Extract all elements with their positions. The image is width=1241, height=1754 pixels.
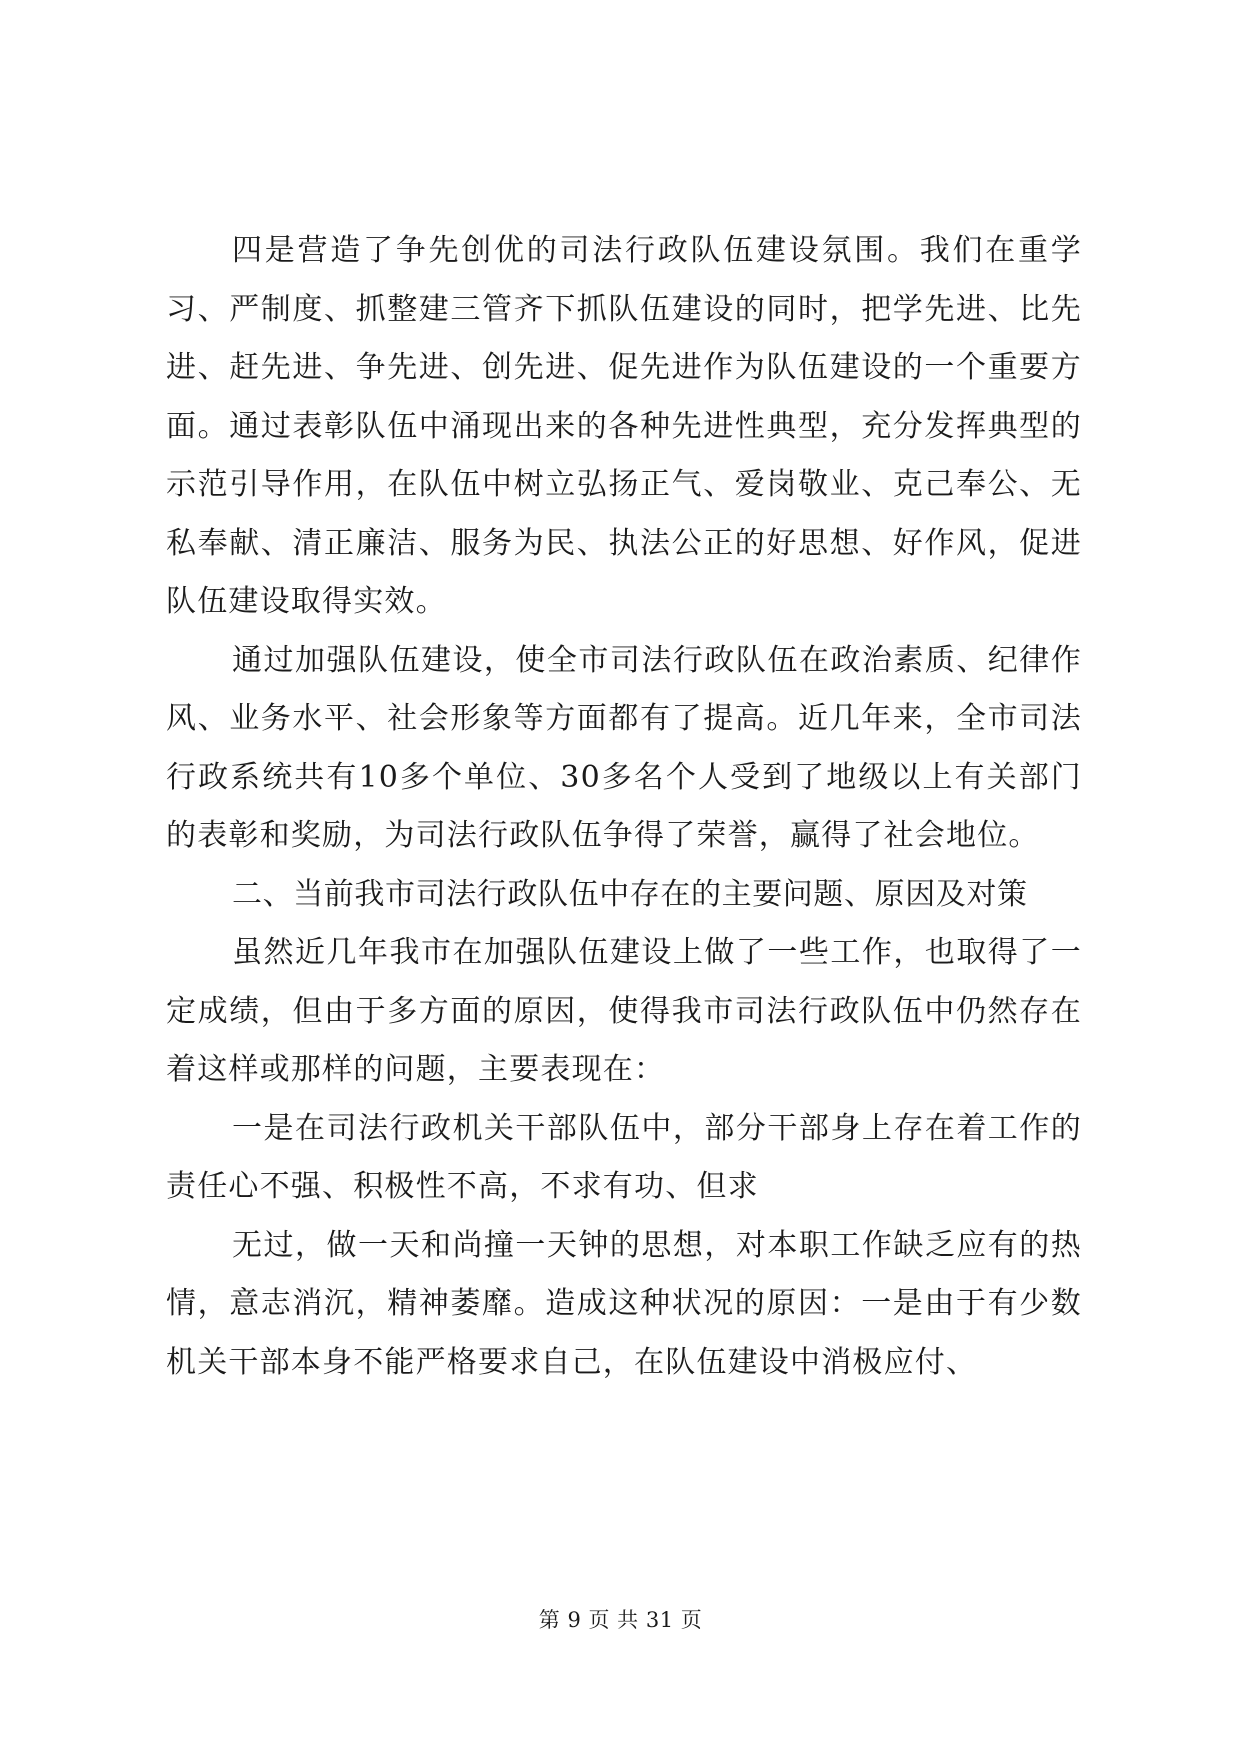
section-heading-problems: 二、当前我市司法行政队伍中存在的主要问题、原因及对策: [232, 876, 1028, 912]
paragraph-problem-one-continued: 无过，做一天和尚撞一天钟的思想，对本职工作缺乏应有的热情，意志消沉，精神萎靡。造成这种状况的原因：一是由于有少数机关干部本身不能严格要求自己，在队伍建设中消极应付、: [166, 1227, 1082, 1380]
paragraph-problems-intro: 虽然近几年我市在加强队伍建设上做了一些工作，也取得了一定成绩，但由于多方面的原因，使得我市司法行政队伍中仍然存在着这样或那样的问题，主要表现在：: [166, 935, 1082, 1087]
paragraph-team-building-results: 通过加强队伍建设，使全市司法行政队伍在政治素质、纪律作风、业务水平、社会形象等方面都有了提高。近几年来，全市司法行政系统共有10多个单位、30多名个人受到了地级以上有关部门的表彰和奖励，为司法行政队伍争得了荣誉，赢得了社会地位。: [166, 642, 1082, 853]
document-body: [166, 222, 1082, 1392]
paragraph-competition-atmosphere: 四是营造了争先创优的司法行政队伍建设氛围。我们在重学习、严制度、抓整建三管齐下抓队伍建设的同时，把学先进、比先进、赶先进、争先进、创先进、促先进作为队伍建设的一个重要方面。通过表彰队伍中涌现出来的各种先进性典型，充分发挥典型的示范引导作用，在队伍中树立弘扬正气、爱岗敬业、克己奉公、无私奉献、清正廉洁、服务为民、执法公正的好思想、好作风，促进队伍建设取得实效。: [166, 233, 1082, 619]
page-footer: 第 9 页 共 31 页: [538, 1608, 703, 1632]
paragraph-problem-one: 一是在司法行政机关干部队伍中，部分干部身上存在着工作的责任心不强、积极性不高，不求有功、但求: [166, 1110, 1082, 1204]
